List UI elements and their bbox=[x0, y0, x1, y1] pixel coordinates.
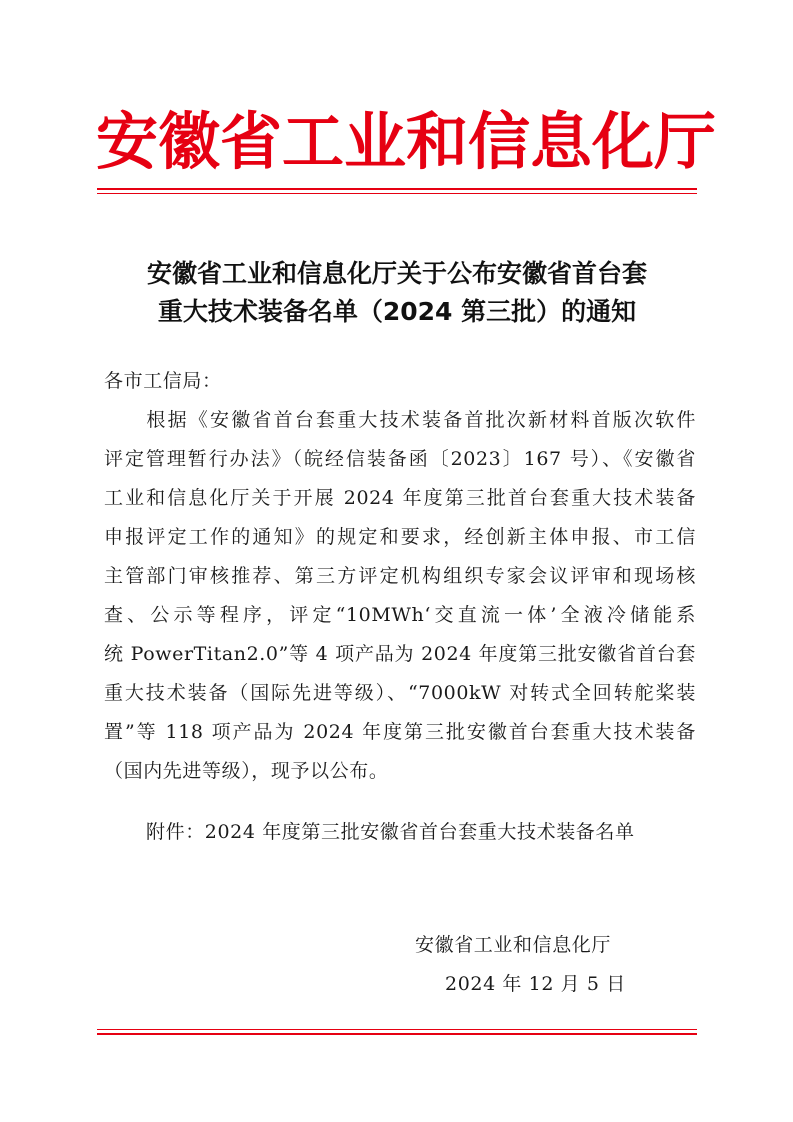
issuer-header: 安徽省工业和信息化厅 bbox=[96, 105, 717, 178]
body-line: 申报评定工作的通知》的规定和要求，经创新主体申报、市工信 bbox=[104, 526, 696, 548]
body-line: 主管部门审核推荐、第三方评定机构组织专家会议评审和现场核 bbox=[104, 565, 696, 587]
footer-divider-thick bbox=[97, 1033, 697, 1035]
body-line: 置”等 118 项产品为 2024 年度第三批安徽首台套重大技术装备 bbox=[104, 721, 696, 743]
signature-organization: 安徽省工业和信息化厅 bbox=[415, 934, 612, 956]
body-line: 评定管理暂行办法》（皖经信装备函〔2023〕167 号）、《安徽省 bbox=[104, 448, 696, 470]
body-line: 根据《安徽省首台套重大技术装备首批次新材料首版次软件 bbox=[104, 409, 696, 431]
signature-date: 2024 年 12 月 5 日 bbox=[445, 973, 626, 995]
attachment-note: 附件：2024 年度第三批安徽省首台套重大技术装备名单 bbox=[146, 821, 635, 843]
footer-divider-thin bbox=[97, 1029, 697, 1030]
body-line: 重大技术装备（国际先进等级）、“7000kW 对转式全回转舵桨装 bbox=[104, 682, 696, 704]
body-line: 查、公示等程序，评定“10MWh‘交直流一体’全液冷储能系 bbox=[104, 604, 696, 626]
salutation: 各市工信局： bbox=[104, 370, 222, 392]
document-title-line-1: 安徽省工业和信息化厅关于公布安徽省首台套 bbox=[146, 259, 647, 288]
body-line: （国内先进等级），现予以公布。 bbox=[104, 760, 389, 782]
header-divider-thick bbox=[97, 188, 697, 190]
body-line: 统 PowerTitan2.0”等 4 项产品为 2024 年度第三批安徽省首台套 bbox=[104, 643, 696, 665]
header-divider-thin bbox=[97, 193, 697, 194]
body-line: 工业和信息化厅关于开展 2024 年度第三批首台套重大技术装备 bbox=[104, 487, 696, 509]
document-title-line-2: 重大技术装备名单（2024 第三批）的通知 bbox=[157, 297, 637, 326]
